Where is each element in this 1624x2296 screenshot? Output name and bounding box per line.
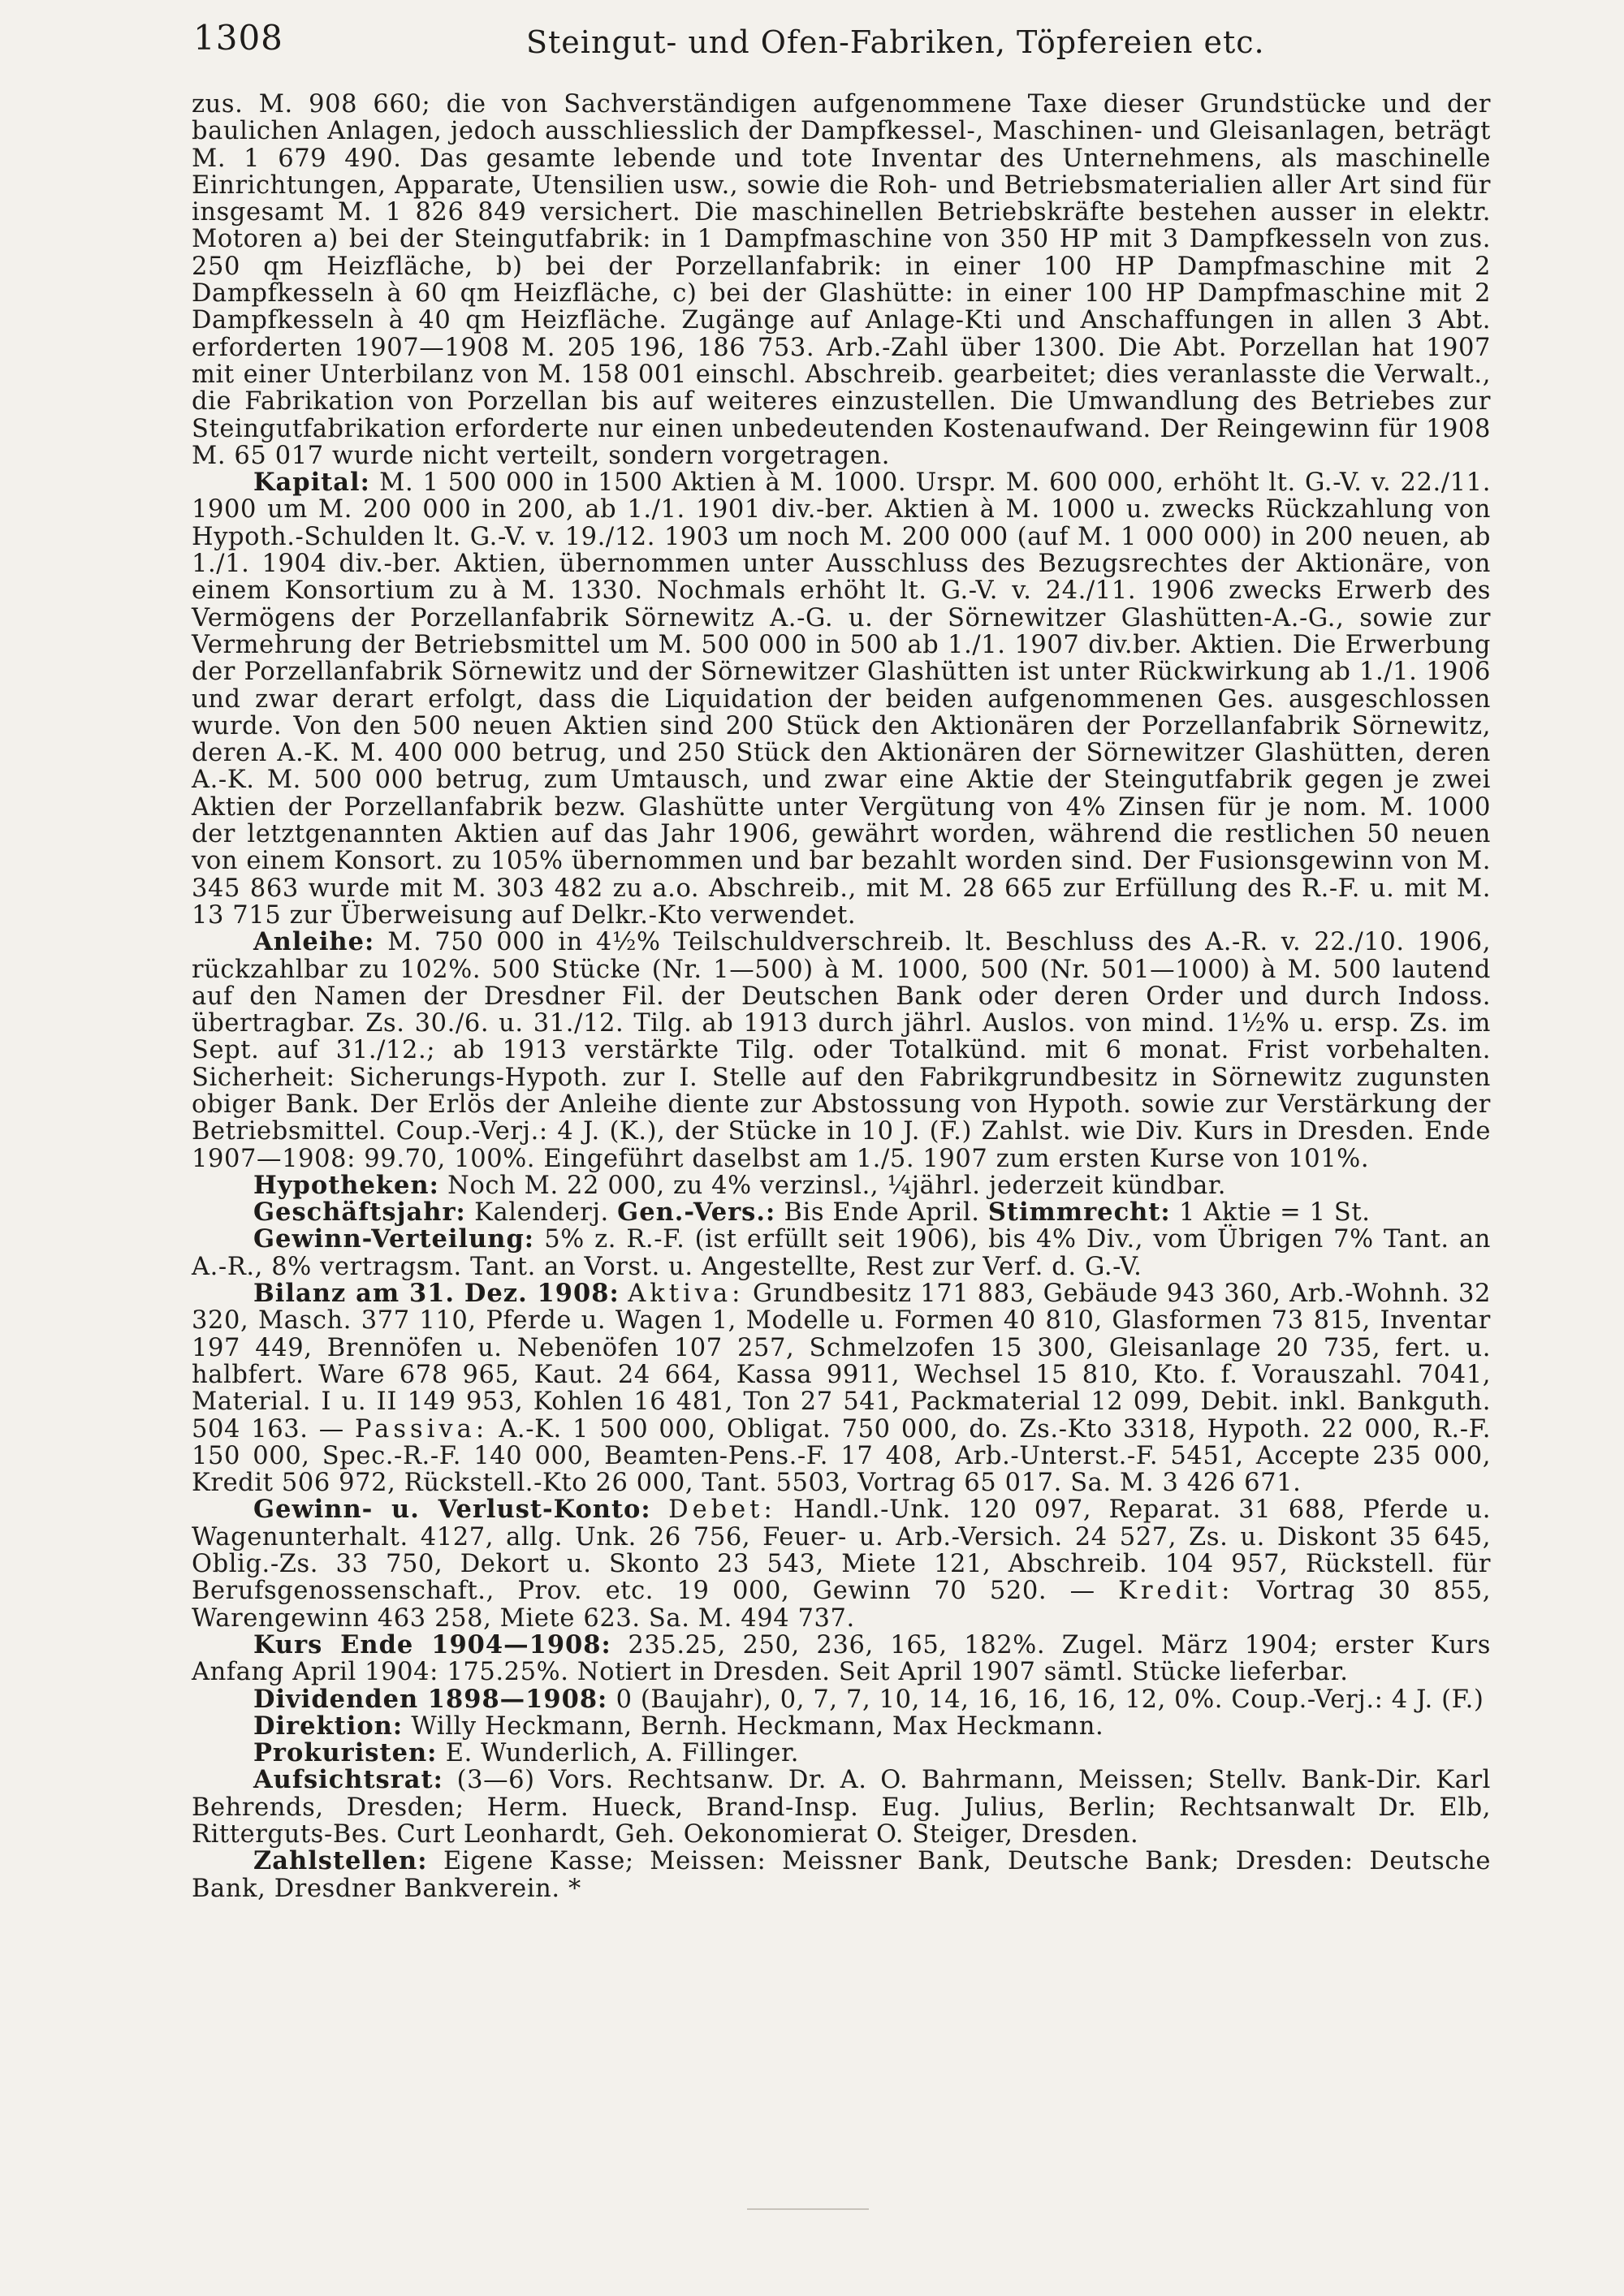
anleihe-section <box>192 929 1491 1172</box>
gen-vers-text: Bis Ende April. <box>775 1198 988 1228</box>
prokuristen-section <box>192 1740 1491 1767</box>
geschaeftsjahr-section <box>192 1199 1491 1226</box>
running-title: Steingut- und Ofen-Fabriken, Töpfereien etc. <box>526 24 1265 60</box>
kurs-section <box>192 1629 1491 1687</box>
bilanz-label: Bilanz am 31. Dez. 1908: <box>253 1279 620 1309</box>
article-body <box>192 91 1491 1902</box>
gewinn-verteilung-text: 5% z. R.-F. (ist erfüllt seit 1906), bis 4% Div., vom Übrigen 7% Tant. an A.-R., 8% vertragsm. Tant. an Vorst. u. Angestellte, Rest zur Verf. d. G.-V. <box>192 1225 1491 1281</box>
kapital-label: Kapital: <box>253 468 370 498</box>
aktiva-text: Grundbesitz 171 883, Gebäude 943 360, Arb.-Wohnh. 32 320, Masch. 377 110, Pferde u. Wagen 1, Modelle u. Formen 40 810, Glasformen 73 815, Inventar 197 449, Brennöfen u. Nebenöfen 107 257, Schmelzofen 15 300, Gleisanlage 20 735, fert. u. halbfert. Ware 678 965, Kaut. 24 664, Kassa 9911, Wechsel 15 810, Kto. f. Vorauszahl. 7041, Material. I u. II 149 953, Kohlen 16 481, Ton 27 541, Packmaterial 12 099, Debit. inkl. Bankguth. 504 163. — <box>192 1280 1491 1444</box>
dividenden-label: Dividenden 1898—1908: <box>253 1684 608 1714</box>
gewinn-verlust-section <box>192 1496 1491 1631</box>
intro-paragraph: zus. M. 908 660; die von Sachverständigen aufgenommene Taxe dieser Grundstücke und der baulichen Anlagen, jedoch ausschliesslich der Dampfkessel-, Maschinen- und Gleisanlagen, beträgt M. 1 679 490. Das gesamte lebende und tote Inventar des Unternehmens, als maschinelle Einrichtungen, Apparate, Utensilien usw., sowie die Roh- und Betriebsmaterialien aller Art sind für insgesamt M. 1 826 849 versichert. Die maschinellen Betriebskräfte bestehen ausser in elektr. Motoren a) bei der Steingutfabrik: in 1 Dampfmaschine von 350 HP mit 3 Dampfkesseln von zus. 250 qm Heizfläche, b) bei der Porzellanfabrik: in einer 100 HP Dampfmaschine mit 2 Dampfkesseln à 60 qm Heizfläche, c) bei der Glashütte: in einer 100 HP Dampfmaschine mit 2 Dampfkesseln à 40 qm Heizfläche. Zugänge auf Anlage-Kti und Anschaffungen in allen 3 Abt. erforderten 1907—1908 M. 205 196, 186 753. Arb.-Zahl über 1300. Die Abt. Porzellan hat 1907 mit einer Unterbilanz von M. 158 001 einschl. Abschreib. gearbeitet; dies veranlasste die Verwalt., die Fabrikation von Porzellan bis auf weiteres einzustellen. Die Umwandlung des Betriebes zur Steingutfabrikation erforderte nur einen unbedeutenden Kostenaufwand. Der Reingewinn für 1908 M. 65 017 wurde nicht verteilt, sondern vorgetragen. <box>192 90 1491 470</box>
geschaeftsjahr-text: Kalenderj. <box>465 1198 618 1228</box>
passiva-label: Passiva: <box>355 1414 489 1444</box>
hypotheken-text: Noch M. 22 000, zu 4% verzinsl., ¼jährl. jederzeit kündbar. <box>438 1171 1227 1200</box>
kapital-text: M. 1 500 000 in 1500 Aktien à M. 1000. Urspr. M. 600 000, erhöht lt. G.-V. v. 22./11. 1900 um M. 200 000 in 200, ab 1./1. 1901 div.-ber. Aktien à M. 1000 u. zwecks Rückzahlung von Hypoth.-Schulden lt. G.-V. v. 19./12. 1903 um noch M. 200 000 (auf M. 1 000 000) in 200 neuen, ab 1./1. 1904 div.-ber. Aktien, übernommen unter Ausschluss des Bezugsrechtes der Aktionäre, von einem Konsortium zu à M. 1330. Nochmals erhöht lt. G.-V. v. 24./11. 1906 zwecks Erwerb des Vermögens der Porzellanfabrik Sörnewitz A.-G. u. der Sörnewitzer Glashütten-A.-G., sowie zur Vermehrung der Betriebsmittel um M. 500 000 in 500 ab 1./1. 1907 div.ber. Aktien. Die Erwerbung der Porzellanfabrik Sörnewitz und der Sörnewitzer Glashütten ist unter Rückwirkung ab 1./1. 1906 und zwar derart erfolgt, dass die Liquidation der beiden aufgenommenen Ges. ausgeschlossen wurde. Von den 500 neuen Aktien sind 200 Stück den Aktionären der Porzellanfabrik Sörnewitz, deren A.-K. M. 400 000 betrug, und 250 Stück den Aktionären der Sörnewitzer Glashütten, deren A.-K. M. 500 000 betrug, zum Umtausch, und zwar eine Aktie der Steingutfabrik gegen je zwei Aktien der Porzellanfabrik bezw. Glashütte unter Vergütung von 4% Zinsen für je nom. M. 1000 der letztgenannten Aktien auf das Jahr 1906, gewährt worden, während die restlichen 50 neuen von einem Konsort. zu 105% übernommen und bar bezahlt worden sind. Der Fusionsgewinn von M. 345 863 wurde mit M. 303 482 zu a.o. Abschreib., mit M. 28 665 zur Erfüllung des R.-F. u. mit M. 13 715 zur Überweisung auf Delkr.-Kto verwendet. <box>192 468 1491 930</box>
debet-label: Debet: <box>668 1495 776 1525</box>
hypotheken-label: Hypotheken: <box>253 1170 439 1200</box>
debet-text: Handl.-Unk. 120 097, Reparat. 31 688, Pferde u. Wagenunterhalt. 4127, allg. Unk. 26 756, Feuer- u. Arb.-Versich. 24 527, Zs. u. Diskont 35 645, Oblig.-Zs. 33 750, Dekort u. Skonto 23 543, Miete 121, Abschreib. 104 957, Rückstell. für Berufsgenossenschaft., Prov. etc. 19 000, Gewinn 70 520. — <box>192 1495 1492 1606</box>
zahlstellen-label: Zahlstellen: <box>253 1846 428 1876</box>
kapital-section <box>192 469 1491 929</box>
hypotheken-section <box>192 1172 1491 1199</box>
stimmrecht-label: Stimmrecht: <box>987 1198 1171 1228</box>
direktion-text: Willy Heckmann, Bernh. Heckmann, Max Heckmann. <box>403 1711 1104 1741</box>
direktion-label: Direktion: <box>253 1711 404 1741</box>
bilanz-section <box>192 1280 1491 1496</box>
zahlstellen-text: Eigene Kasse; Meissen: Meissner Bank, Deutsche Bank; Dresden: Deutsche Bank, Dresdner Bankverein. * <box>192 1847 1491 1903</box>
kurs-label: Kurs Ende 1904—1908: <box>253 1629 611 1659</box>
page-number: 1308 <box>193 18 283 58</box>
geschaeftsjahr-label: Geschäftsjahr: <box>253 1198 466 1228</box>
dividenden-text: 0 (Baujahr), 0, 7, 7, 10, 14, 16, 16, 16, 12, 0%. Coup.-Verj.: 4 J. (F.) <box>607 1685 1484 1714</box>
aufsichtsrat-section <box>192 1767 1491 1848</box>
aufsichtsrat-text: (3—6) Vors. Rechtsanw. Dr. A. O. Bahrmann, Meissen; Stellv. Bank-Dir. Karl Behrends, Dresden; Herm. Hueck, Brand-Insp. Eug. Julius, Berlin; Rechtsanwalt Dr. Elb, Ritterguts-Bes. Curt Leonhardt, Geh. Oekonomierat O. Steiger, Dresden. <box>192 1766 1491 1849</box>
aktiva-label: Aktiva: <box>628 1280 745 1309</box>
direktion-section <box>192 1713 1491 1740</box>
gewinn-verlust-label: Gewinn- u. Verlust-Konto: <box>253 1495 651 1525</box>
anleihe-text: M. 750 000 in 4½% Teilschuldverschreib. lt. Beschluss des A.-R. v. 22./10. 1906, rückzahlbar zu 102%. 500 Stücke (Nr. 1—500) à M. 1000, 500 (Nr. 501—1000) à M. 500 lautend auf den Namen der Dresdner Fil. der Deutschen Bank oder deren Order und durch Indoss. übertragbar. Zs. 30./6. u. 31./12. Tilg. ab 1913 durch jährl. Auslos. von mind. 1½% u. ersp. Zs. im Sept. auf 31./12.; ab 1913 verstärkte Tilg. oder Totalkünd. mit 6 monat. Frist vorbehalten. Sicherheit: Sicherungs-Hypoth. zur I. Stelle auf den Fabrikgrundbesitz in Sörnewitz zugunsten obiger Bank. Der Erlös der Anleihe diente zur Abstossung von Hypoth. sowie zur Verstärkung der Betriebsmittel. Coup.-Verj.: 4 J. (K.), der Stücke in 10 J. (F.) Zahlst. wie Div. Kurs in Dresden. Ende 1907—1908: 99.70, 100%. Eingeführt daselbst am 1./5. 1907 zum ersten Kurse von 101%. <box>192 928 1491 1173</box>
prokuristen-label: Prokuristen: <box>253 1738 438 1768</box>
kurs-text: 235.25, 250, 236, 165, 182%. Zugel. März 1904; erster Kurs Anfang April 1904: 175.25%. Notiert in Dresden. Seit April 1907 sämtl. Stücke lieferbar. <box>192 1630 1491 1687</box>
page-header <box>193 18 1492 63</box>
kredit-label: Kredit: <box>1118 1577 1234 1606</box>
prokuristen-text: E. Wunderlich, A. Fillinger. <box>437 1739 800 1768</box>
end-divider <box>747 2208 869 2210</box>
zahlstellen-section <box>192 1848 1491 1902</box>
dividenden-section <box>192 1686 1491 1713</box>
kredit-text: Vortrag 30 855, Warengewinn 463 258, Miete 623. Sa. M. 494 737. <box>192 1577 1491 1633</box>
gen-vers-label: Gen.-Vers.: <box>617 1198 776 1228</box>
passiva-text: A.-K. 1 500 000, Obligat. 750 000, do. Zs.-Kto 3318, Hypoth. 22 000, R.-F. 150 000, Spec.-R.-F. 140 000, Beamten-Pens.-F. 17 408, Arb.-Unterst.-F. 5451, Accepte 235 000, Kredit 506 972, Rückstell.-Kto 26 000, Tant. 5503, Vortrag 65 017. Sa. M. 3 426 671. <box>192 1414 1491 1498</box>
gewinn-verteilung-label: Gewinn-Verteilung: <box>253 1224 535 1254</box>
anleihe-label: Anleihe: <box>253 927 375 957</box>
gewinn-verteilung-section <box>192 1226 1491 1280</box>
stimmrecht-text: 1 Aktie = 1 St. <box>1170 1198 1371 1228</box>
aufsichtsrat-label: Aufsichtsrat: <box>253 1765 443 1795</box>
